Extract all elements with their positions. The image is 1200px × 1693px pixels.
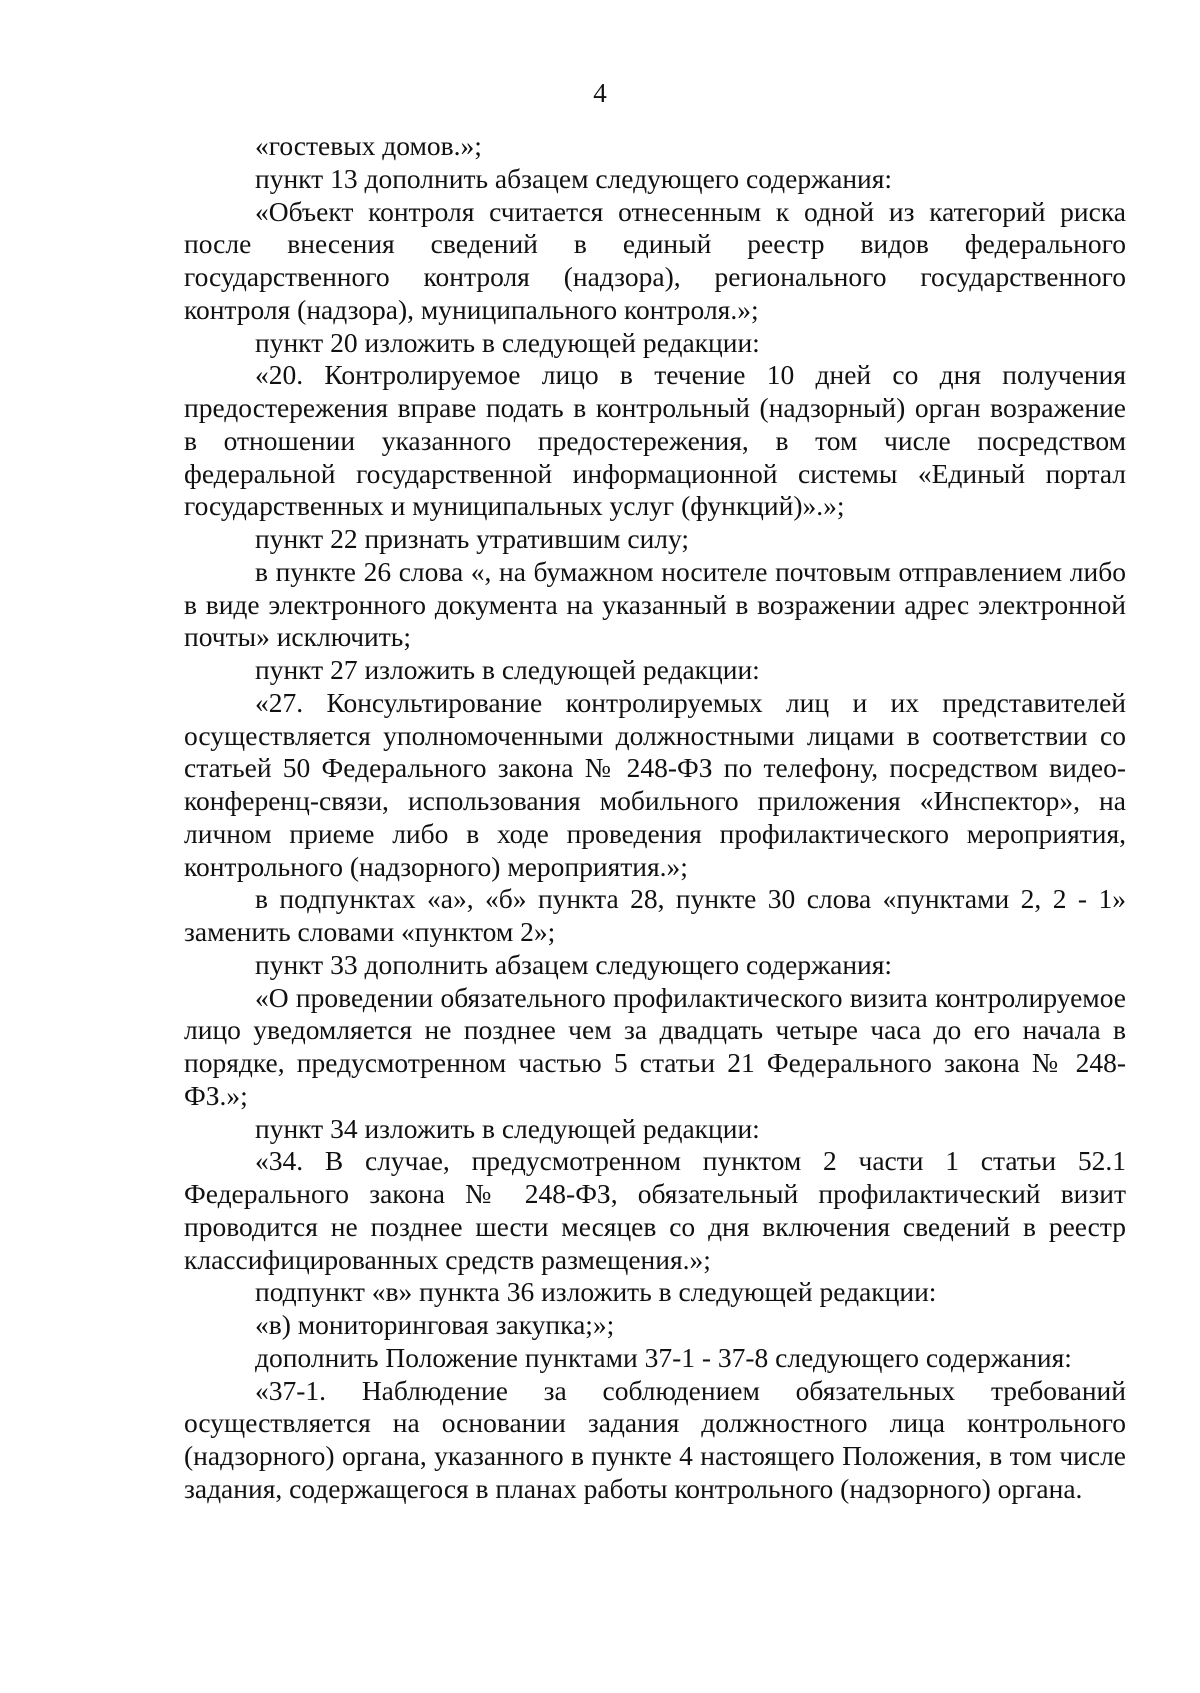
paragraph: «20. Контролируемое лицо в течение 10 дней со дня получения предостережения вправе подать в контрольный (надзорный) орган возражение в отношении указанного предостережения, в том числе посредством федеральной государственной информационной системы «Единый портал государственных и муниципальных услуг (функций)».»; bbox=[184, 359, 1126, 522]
paragraph: пункт 13 дополнить абзацем следующего содержания: bbox=[255, 162, 893, 194]
page-number: 4 bbox=[593, 78, 607, 108]
paragraph: пункт 22 признать утратившим силу; bbox=[255, 523, 690, 554]
paragraph: пункт 33 дополнить абзацем следующего содержания: bbox=[255, 948, 893, 980]
paragraph: «27. Консультирование контролируемых лиц и их представителей осуществляется уполномоченными должностными лицами в соответствии со статьей 50 Федерального закона № 248-ФЗ по телефону, посредством видео-конференц-связи, использования мобильного приложения «Инспектор», на личном приеме либо в ходе проведения профилактического мероприятия, контрольного (надзорного) мероприятия.»; bbox=[184, 686, 1126, 882]
paragraph: в пункте 26 слова «, на бумажном носителе почтовым отправлением либо в виде электронного документа на указанный в возражении адрес электронной почты» исключить; bbox=[184, 555, 1126, 653]
paragraph: пункт 27 изложить в следующей редакции: bbox=[255, 654, 760, 685]
paragraph: «37-1. Наблюдение за соблюдением обязательных требований осуществляется на основании задания должностного лица контрольного (надзорного) органа, указанного в пункте 4 настоящего Положения, в том числе задания, содержащегося в планах работы контрольного (надзорного) органа. bbox=[184, 1374, 1126, 1504]
paragraph: «в) мониторинговая закупка;»; bbox=[255, 1309, 615, 1340]
paragraph: подпункт «в» пункта 36 изложить в следующей редакции: bbox=[255, 1276, 937, 1308]
paragraph: «34. В случае, предусмотренном пунктом 2 части 1 статьи 52.1 Федерального закона № 248-ФЗ, обязательный профилактический визит проводится не позднее шести месяцев со дня включения сведений в реестр классифицированных средств размещения.»; bbox=[184, 1145, 1126, 1275]
paragraph: в подпунктах «а», «б» пункта 28, пункте 30 слова «пунктами 2, 2 - 1» заменить словами «пунктом 2»; bbox=[184, 883, 1126, 947]
paragraph: «О проведении обязательного профилактического визита контролируемое лицо уведомляется не позднее чем за двадцать четыре часа до его начала в порядке, предусмотренном частью 5 статьи 21 Федерального закона № 248-ФЗ.»; bbox=[184, 981, 1126, 1111]
paragraph: «гостевых домов.»; bbox=[255, 130, 482, 161]
paragraph: пункт 34 изложить в следующей редакции: bbox=[255, 1112, 760, 1144]
paragraph: дополнить Положение пунктами 37-1 - 37-8 следующего содержания: bbox=[255, 1341, 1072, 1373]
paragraph: «Объект контроля считается отнесенным к одной из категорий риска после внесения сведений в единый реестр видов федерального государственного контроля (надзора), регионального государственного контроля (надзора), муниципального контроля.»; bbox=[184, 195, 1126, 325]
paragraph: пункт 20 изложить в следующей редакции: bbox=[255, 326, 760, 358]
document-body bbox=[184, 130, 1126, 1506]
